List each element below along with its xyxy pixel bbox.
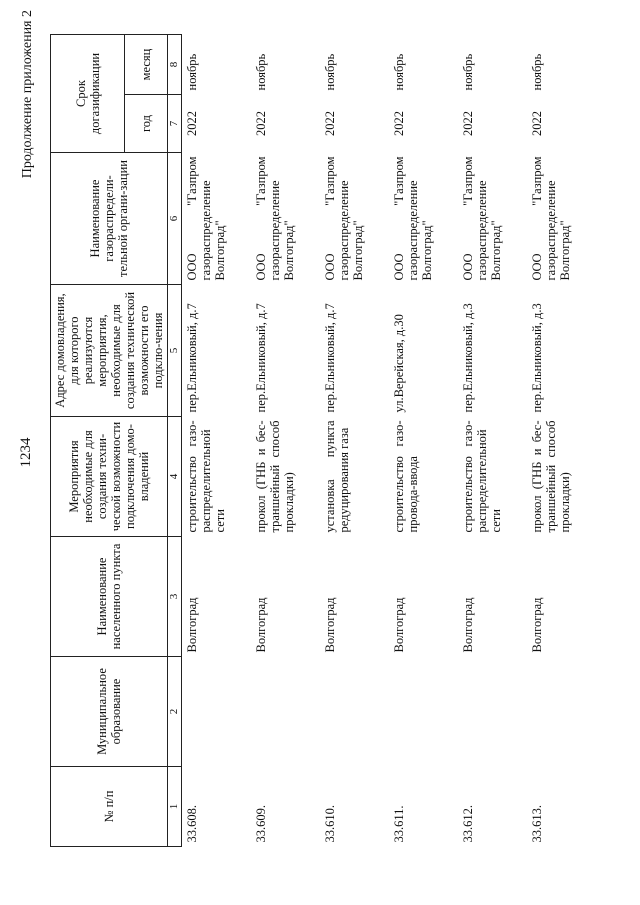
year-cell: 2022 — [461, 111, 475, 136]
address-cell: пер.Ельниковый, д.7 — [323, 303, 337, 413]
row-number: 33.611. — [392, 805, 406, 843]
measure-cell: строительство газо-провода-ввода — [392, 420, 420, 533]
header-number: № п/п — [51, 767, 168, 847]
month-cell: ноябрь — [392, 53, 406, 91]
row-number: 33.609. — [254, 805, 268, 843]
row-number: 33.608. — [185, 805, 199, 843]
settlement-cell: Волгоград — [254, 597, 268, 653]
settlement-cell: Волгоград — [392, 597, 406, 653]
month-cell: ноябрь — [530, 53, 544, 91]
organization-cell: ООО "Газпром газораспределение Волгоград" — [323, 156, 365, 281]
table-row — [527, 35, 596, 847]
column-number-row — [168, 35, 182, 847]
measure-cell: строительство газо-распределительной сети — [461, 420, 503, 533]
table-row — [458, 35, 527, 847]
header-month: месяц — [125, 35, 168, 95]
table-row — [320, 35, 389, 847]
table-row — [389, 35, 458, 847]
month-cell: ноябрь — [323, 53, 337, 91]
gasification-table — [50, 34, 596, 847]
column-number: 4 — [168, 417, 182, 537]
address-cell: пер.Ельниковый, д.7 — [185, 303, 199, 413]
address-cell: пер.Ельниковый, д.3 — [461, 303, 475, 413]
municipality-cell — [182, 657, 252, 767]
measure-cell: установка пункта редуцирования газа — [323, 420, 351, 533]
header-organization: Наименование газораспредели-тельной органи-зации — [51, 153, 168, 285]
municipality-cell — [458, 657, 527, 767]
municipality-cell — [320, 657, 389, 767]
year-cell: 2022 — [530, 111, 544, 136]
table-body — [182, 35, 597, 847]
organization-cell: ООО "Газпром газораспределение Волгоград" — [254, 156, 296, 281]
organization-cell: ООО "Газпром газораспределение Волгоград" — [392, 156, 434, 281]
column-number: 5 — [168, 285, 182, 417]
row-number: 33.612. — [461, 805, 475, 843]
column-number: 1 — [168, 767, 182, 847]
row-number: 33.610. — [323, 805, 337, 843]
year-cell: 2022 — [323, 111, 337, 136]
column-number: 3 — [168, 537, 182, 657]
settlement-cell: Волгоград — [323, 597, 337, 653]
settlement-cell: Волгоград — [461, 597, 475, 653]
measure-cell: строительство газо-распределительной сети — [185, 420, 227, 533]
header-measures: Мероприятия необходимые для создания техни-ческой возможности подключения домо-владений — [51, 417, 168, 537]
header-deadline: Срок догазификации — [51, 35, 125, 153]
month-cell: ноябрь — [185, 53, 199, 91]
column-number: 8 — [168, 35, 182, 95]
year-cell: 2022 — [392, 111, 406, 136]
table-row — [251, 35, 320, 847]
header-address: Адрес домовладения, для которого реализуются мероприятия, необходимые для создания технической возможности его подклю-чения — [51, 285, 168, 417]
municipality-cell — [527, 657, 596, 767]
year-cell: 2022 — [185, 111, 199, 136]
address-cell: пер.Ельниковый, д.3 — [530, 303, 544, 413]
municipality-cell — [251, 657, 320, 767]
header-settlement: Наименование населенного пункта — [51, 537, 168, 657]
year-cell: 2022 — [254, 111, 268, 136]
measure-cell: прокол (ГНБ и бес-траншейный способ прокладки) — [254, 420, 296, 533]
measure-cell: прокол (ГНБ и бес-траншейный способ прокладки) — [530, 420, 572, 533]
row-number: 33.613. — [530, 805, 544, 843]
page-number: 1234 — [18, 437, 34, 468]
header-row — [51, 35, 125, 847]
settlement-cell: Волгоград — [185, 597, 199, 653]
organization-cell: ООО "Газпром газораспределение Волгоград" — [185, 156, 227, 281]
header-municipality: Муниципальное образование — [51, 657, 168, 767]
column-number: 2 — [168, 657, 182, 767]
municipality-cell — [389, 657, 458, 767]
organization-cell: ООО "Газпром газораспределение Волгоград" — [530, 156, 572, 281]
organization-cell: ООО "Газпром газораспределение Волгоград" — [461, 156, 503, 281]
address-cell: ул.Верейская, д.30 — [392, 314, 406, 413]
appendix-note: Продолжение приложения 2 — [20, 10, 35, 179]
table-row — [182, 35, 252, 847]
column-number: 6 — [168, 153, 182, 285]
column-number: 7 — [168, 95, 182, 153]
address-cell: пер.Ельниковый, д.7 — [254, 303, 268, 413]
header-year: год — [125, 95, 168, 153]
month-cell: ноябрь — [254, 53, 268, 91]
settlement-cell: Волгоград — [530, 597, 544, 653]
month-cell: ноябрь — [461, 53, 475, 91]
